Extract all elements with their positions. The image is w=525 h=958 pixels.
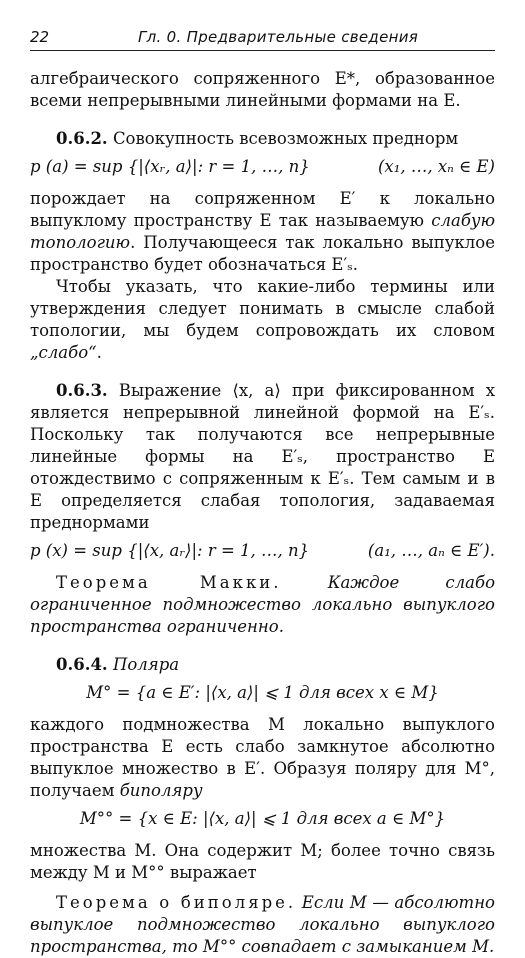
- theorem-statement: Если M — абсолютно выпуклое подмножество локально выпуклого пространства, то M°° совпадает с замыканием M.: [30, 893, 495, 956]
- section-title: Совокупность всевозможных преднорм: [112, 129, 459, 148]
- formula-bipolar: [30, 808, 495, 834]
- formula-condition: (a₁, …, aₙ ∈ E′).: [367, 541, 495, 560]
- theorem-label: Теорема Макки.: [56, 573, 282, 592]
- polar-paragraph: [30, 714, 495, 802]
- formula-main: p (x) = sup {|⟨x, aᵣ⟩|: r = 1, …, n}: [30, 541, 310, 560]
- paragraph-text: каждого подмножества M локально выпуклого пространства E есть слабо замкнутое абсолютно выпуклое множество в E′. Образуя поляру для M°, получаем: [30, 715, 495, 800]
- section-0-6-3-paragraph: [30, 380, 495, 534]
- formula-condition: (x₁, …, xₙ ∈ E): [377, 157, 495, 176]
- theorem-label: Теорема о биполяре.: [56, 893, 297, 912]
- formula-main: M° = {a ∈ E′: |⟨x, a⟩| ⩽ 1 для всех x ∈ M}: [86, 683, 439, 702]
- section-title: Поляра: [112, 655, 180, 674]
- mackey-theorem: [30, 572, 495, 638]
- paragraph-text: Чтобы указать, что какие-либо термины или утверждения следует понимать в смысле слабой топологии, мы будем сопровождать их словом: [30, 277, 495, 340]
- section-number: 0.6.2.: [56, 129, 108, 148]
- formula-prenorm-on-dual: [30, 156, 495, 182]
- weak-topology-paragraph: [30, 188, 495, 276]
- page-header: [30, 26, 495, 51]
- theorem-statement: Каждое слабо ограниченное подмножество локально выпуклого пространства ограниченно.: [30, 573, 496, 636]
- page-body: [30, 68, 495, 958]
- running-title: Гл. 0. Предварительные сведения: [138, 28, 419, 46]
- bipolar-theorem: [30, 892, 495, 958]
- paragraph-text: .: [96, 343, 102, 362]
- term-weakly: „слабо“: [30, 343, 97, 362]
- bipolar-paragraph: множества M. Она содержит M; более точно связь между M и M°° выражает: [30, 841, 495, 882]
- paragraph-text: Выражение ⟨x, a⟩ при фиксированном x является непрерывной линейной формой на E′ₛ. Поскольку так получаются все непрерывные линейные формы на E′ₛ, пространство E отождествимо с сопряженным к E′ₛ. Тем самым и в E определяется слабая топология, задаваемая преднормами: [30, 381, 495, 532]
- weak-usage-paragraph: [30, 276, 495, 364]
- paragraph-text: порождает на сопряженном E′ к локально выпуклому пространству E так называемую: [30, 189, 495, 230]
- section-number: 0.6.3.: [56, 381, 108, 400]
- intro-paragraph: алгебраического сопряженного E*, образованное всеми непрерывными линейными формами на E.: [30, 69, 495, 110]
- term-weak-topology: слабую топологию: [30, 211, 496, 252]
- formula-main: p (a) = sup {|⟨xᵣ, a⟩|: r = 1, …, n}: [30, 157, 310, 176]
- paragraph-text: . Получающееся так локально выпуклое пространство будет обозначаться E′ₛ.: [30, 233, 495, 274]
- section-0-6-2-heading: [30, 128, 495, 150]
- section-number: 0.6.4.: [56, 655, 108, 674]
- formula-main: M°° = {x ∈ E: |⟨x, a⟩| ⩽ 1 для всех a ∈ M°}: [79, 809, 446, 828]
- formula-prenorm-on-space: [30, 540, 495, 566]
- section-0-6-4-heading: [30, 654, 495, 676]
- formula-polar: [30, 682, 495, 708]
- page-number: 22: [30, 28, 50, 46]
- term-bipolar: биполяру: [119, 781, 203, 800]
